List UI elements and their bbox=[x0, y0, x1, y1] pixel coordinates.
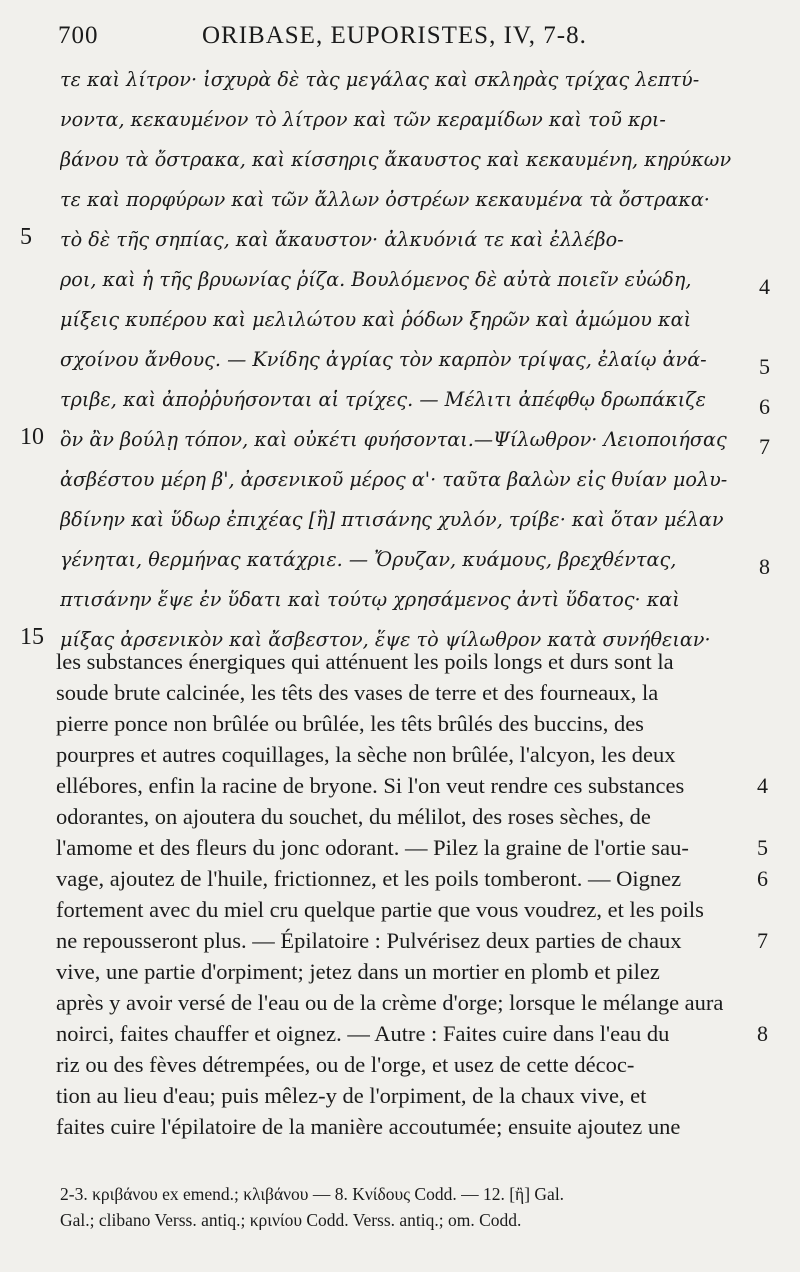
section-number: 8 bbox=[757, 1021, 768, 1046]
greek-line-text: ὃν ἂν βούλῃ τόπον, καὶ οὐκέτι φυήσονται.—Ψίλωθρον· Λειοποιήσας bbox=[60, 428, 727, 451]
section-number: 7 bbox=[759, 434, 770, 459]
apparatus-line bbox=[0, 1184, 800, 1212]
french-line bbox=[0, 1017, 800, 1051]
greek-line-text: νοντα, κεκαυμένον τὸ λίτρον καὶ τῶν κεραμίδων καὶ τοῦ κρι- bbox=[60, 108, 666, 131]
greek-line bbox=[0, 458, 800, 498]
french-line bbox=[0, 1079, 800, 1113]
french-line bbox=[0, 1048, 800, 1082]
apparatus-line-text: Gal.; clibano Verss. antiq.; κρινίου Codd. Verss. antiq.; om. Codd. bbox=[60, 1210, 522, 1230]
greek-line bbox=[0, 178, 800, 218]
french-line bbox=[0, 924, 800, 958]
section-number: 5 bbox=[759, 354, 770, 379]
section-number: 4 bbox=[757, 773, 768, 798]
greek-line bbox=[0, 538, 800, 578]
greek-line-text: τὸ δὲ τῆς σηπίας, καὶ ἄκαυστον· ἀλκυόνιά τε καὶ ἐλλέβο- bbox=[60, 228, 624, 251]
greek-line-text: τριβε, καὶ ἀποῤῥυήσονται αἱ τρίχες. — Μέλιτι ἀπέφθῳ δρωπάκιζε bbox=[60, 388, 706, 411]
french-line-text: noirci, faites chauffer et oignez. — Autre : Faites cuire dans l'eau du bbox=[56, 1021, 670, 1046]
greek-line bbox=[0, 578, 800, 618]
greek-line bbox=[0, 258, 800, 298]
line-number: 10 bbox=[20, 424, 44, 450]
running-header bbox=[58, 22, 618, 58]
greek-line bbox=[0, 338, 800, 378]
line-number: 5 bbox=[20, 224, 32, 250]
greek-line bbox=[0, 298, 800, 338]
section-number: 4 bbox=[759, 274, 770, 299]
running-title: ORIBASE, EUPORISTES, IV, 7-8. bbox=[202, 22, 587, 49]
french-line-text: l'amome et des fleurs du jonc odorant. — Pilez la graine de l'ortie sau- bbox=[56, 835, 689, 860]
greek-line-text: τε καὶ λίτρον· ἰσχυρὰ δὲ τὰς μεγάλας καὶ σκληρὰς τρίχας λεπτύ- bbox=[60, 68, 700, 91]
french-line bbox=[0, 862, 800, 896]
greek-line bbox=[0, 498, 800, 538]
french-line bbox=[0, 676, 800, 710]
greek-line bbox=[0, 58, 800, 98]
french-line-text: vive, une partie d'orpiment; jetez dans un mortier en plomb et pilez bbox=[56, 959, 660, 984]
line-number: 15 bbox=[20, 624, 44, 650]
apparatus-line-text: 2-3. κριβάνου ex emend.; κλιβάνου — 8. Κνίδους Codd. — 12. [ἢ] Gal. bbox=[60, 1184, 565, 1204]
french-line-text: odorantes, on ajoutera du souchet, du mélilot, des roses sèches, de bbox=[56, 804, 651, 829]
greek-line bbox=[0, 138, 800, 178]
greek-line-text: ροι, καὶ ἡ τῆς βρυωνίας ῥίζα. Βουλόμενος δὲ αὐτὰ ποιεῖν εὐώδη, bbox=[60, 268, 692, 291]
french-line-text: pourpres et autres coquillages, la sèche non brûlée, l'alcyon, les deux bbox=[56, 742, 676, 767]
french-line-text: ne repousseront plus. — Épilatoire : Pulvérisez deux parties de chaux bbox=[56, 928, 682, 953]
greek-line-text: μίξεις κυπέρου καὶ μελιλώτου καὶ ῥόδων ξηρῶν καὶ ἀμώμου καὶ bbox=[60, 308, 692, 331]
greek-line-text: ἀσβέστου μέρη β', ἀρσενικοῦ μέρος α'· ταῦτα βαλὼν εἰς θυίαν μολυ- bbox=[60, 468, 728, 491]
greek-line-text: πτισάνην ἕψε ἐν ὕδατι καὶ τούτῳ χρησάμενος ἀντὶ ὕδατος· καὶ bbox=[60, 588, 680, 611]
french-line bbox=[0, 893, 800, 927]
french-line-text: après y avoir versé de l'eau ou de la crème d'orge; lorsque le mélange aura bbox=[56, 990, 724, 1015]
greek-line bbox=[0, 418, 800, 458]
greek-line-text: γένηται, θερμήνας κατάχριε. — Ὄρυζαν, κυάμους, βρεχθέντας, bbox=[60, 548, 677, 571]
french-line-text: soude brute calcinée, les têts des vases de terre et des fourneaux, la bbox=[56, 680, 659, 705]
greek-line-text: βδίνην καὶ ὕδωρ ἐπιχέας [ἢ] πτισάνης χυλόν, τρίβε· καὶ ὅταν μέλαν bbox=[60, 508, 724, 531]
greek-line bbox=[0, 98, 800, 138]
french-line bbox=[0, 645, 800, 679]
section-number: 6 bbox=[759, 394, 770, 419]
greek-line-text: τε καὶ πορφύρων καὶ τῶν ἄλλων ὀστρέων κεκαυμένα τὰ ὄστρακα· bbox=[60, 188, 710, 211]
french-line bbox=[0, 1110, 800, 1144]
greek-line-text: σχοίνου ἄνθους. — Κνίδης ἀγρίας τὸν καρπὸν τρίψας, ἐλαίῳ ἀνά- bbox=[60, 348, 707, 371]
french-line-text: tion au lieu d'eau; puis mêlez-y de l'orpiment, de la chaux vive, et bbox=[56, 1083, 647, 1108]
section-number: 6 bbox=[757, 866, 768, 891]
french-line-text: faites cuire l'épilatoire de la manière accoutumée; ensuite ajoutez une bbox=[56, 1114, 681, 1139]
greek-line-text: βάνου τὰ ὄστρακα, καὶ κίσσηρις ἄκαυστος καὶ κεκαυμένη, κηρύκων bbox=[60, 148, 732, 171]
greek-line bbox=[0, 378, 800, 418]
french-line bbox=[0, 986, 800, 1020]
french-line bbox=[0, 769, 800, 803]
greek-line-text: μίξας ἀρσενικὸν καὶ ἄσβεστον, ἕψε τὸ ψίλωθρον κατὰ συνήθειαν· bbox=[60, 628, 711, 651]
french-line-text: riz ou des fèves détrempées, ou de l'orge, et usez de cette décoc- bbox=[56, 1052, 635, 1077]
section-number: 8 bbox=[759, 554, 770, 579]
french-line-text: pierre ponce non brûlée ou brûlée, les têts brûlés des buccins, des bbox=[56, 711, 644, 736]
french-line bbox=[0, 707, 800, 741]
french-line bbox=[0, 831, 800, 865]
french-line-text: vage, ajoutez de l'huile, frictionnez, et les poils tomberont. — Oignez bbox=[56, 866, 682, 891]
french-line-text: les substances énergiques qui atténuent les poils longs et durs sont la bbox=[56, 649, 674, 674]
french-line bbox=[0, 738, 800, 772]
apparatus-line bbox=[0, 1210, 800, 1238]
greek-line bbox=[0, 218, 800, 258]
french-line-text: fortement avec du miel cru quelque partie que vous voudrez, et les poils bbox=[56, 897, 704, 922]
french-line bbox=[0, 955, 800, 989]
section-number: 5 bbox=[757, 835, 768, 860]
french-line bbox=[0, 800, 800, 834]
page-number: 700 bbox=[58, 22, 99, 49]
french-line-text: ellébores, enfin la racine de bryone. Si l'on veut rendre ces substances bbox=[56, 773, 685, 798]
section-number: 7 bbox=[757, 928, 768, 953]
